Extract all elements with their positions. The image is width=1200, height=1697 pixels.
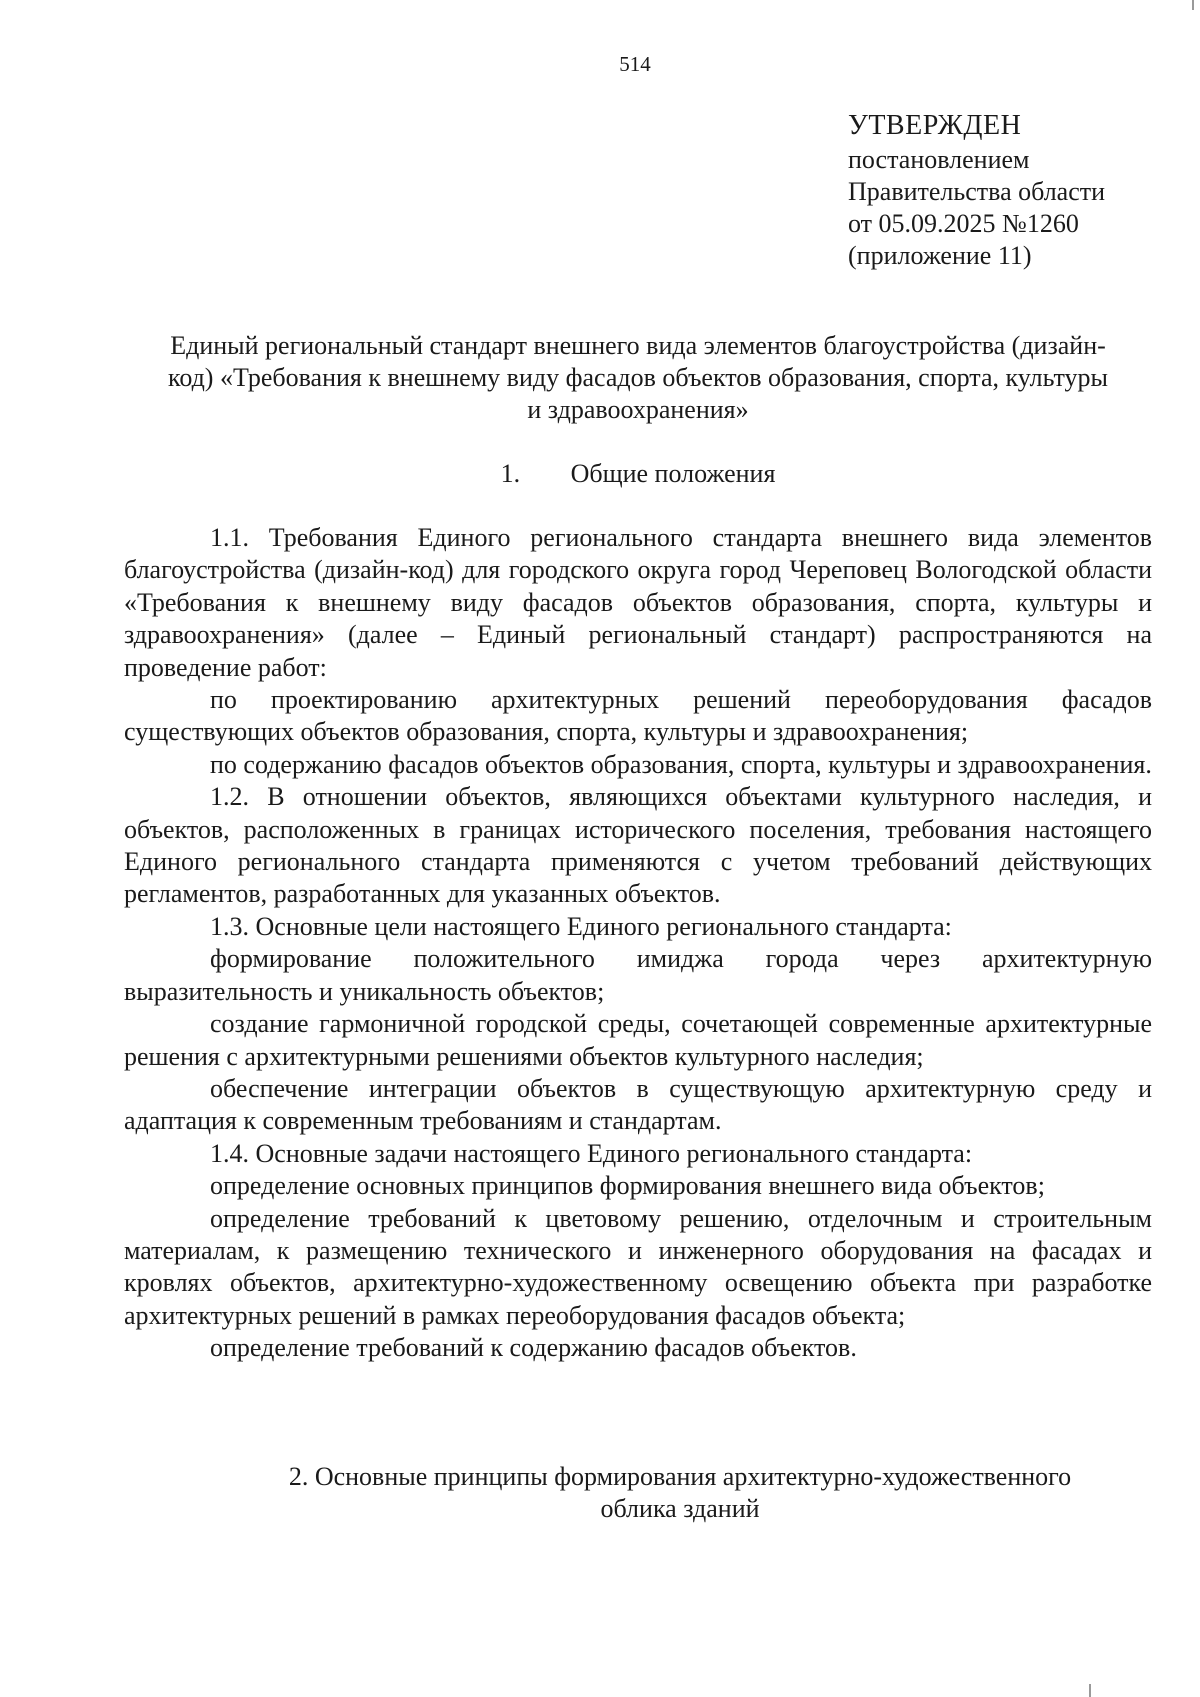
scan-artifact bbox=[1089, 1684, 1091, 1697]
paragraph: 1.4. Основные задачи настоящего Единого регионального стандарта: bbox=[210, 1138, 973, 1168]
paragraph: определение требований к содержанию фасадов объектов. bbox=[210, 1333, 857, 1363]
document-title bbox=[124, 330, 1152, 426]
paragraph: обеспечение интеграции объектов в существующую архитектурную среду и адаптация к современным требованиям и стандартам. bbox=[124, 1073, 1152, 1136]
paragraph: определение основных принципов формирования внешнего вида объектов; bbox=[210, 1171, 1045, 1201]
paragraph: по содержанию фасадов объектов образования, спорта, культуры и здравоохранения. bbox=[210, 749, 1152, 779]
paragraph: создание гармоничной городской среды, сочетающей современные архитектурные решения с архитектурными решениями объектов культурного наследия; bbox=[124, 1009, 1152, 1071]
paragraph: формирование положительного имиджа города через архитектурную выразительность и уникальность объектов; bbox=[124, 944, 1152, 1006]
approval-stamp-block bbox=[848, 108, 1105, 272]
approval-line: постановлением bbox=[848, 145, 1030, 174]
section-2-heading bbox=[230, 1461, 1130, 1525]
section-title-line: облика зданий bbox=[600, 1494, 760, 1523]
title-line: и здравоохранения» bbox=[527, 395, 749, 424]
approval-line: (приложение 11) bbox=[848, 241, 1032, 270]
section-number: 1. bbox=[500, 459, 521, 488]
section-1-body bbox=[124, 522, 1152, 1365]
paragraph: 1.1. Требования Единого регионального стандарта внешнего вида элементов благоустройства (дизайн-код) для городского округа город Череповец Вологодской области «Требования к внешнему виду фасадов объектов образования, спорта, культуры и здравоохранения» (далее – Единый региональный стандарт) распространяются на проведение работ: bbox=[124, 523, 1152, 682]
section-1-heading bbox=[124, 458, 1152, 490]
title-line: код) «Требования к внешнему виду фасадов объектов образования, спорта, культуры bbox=[168, 363, 1108, 392]
paragraph: 1.2. В отношении объектов, являющихся объектами культурного наследия, и объектов, расположенных в границах исторического поселения, требования настоящего Единого регионального стандарта применяются с учетом требований действующих регламентов, разработанных для указанных объектов. bbox=[124, 782, 1152, 909]
approval-line: от 05.09.2025 №1260 bbox=[848, 209, 1079, 238]
paragraph: определение требований к цветовому решению, отделочным и строительным материалам, к размещению технического и инженерного оборудования на фасадах и кровлях объектов, архитектурно-художественному освещению объекта при разработке архитектурных решений в рамках переоборудования фасадов объекта; bbox=[124, 1203, 1152, 1330]
title-line: Единый региональный стандарт внешнего вида элементов благоустройства (дизайн- bbox=[170, 331, 1106, 360]
paragraph: по проектированию архитектурных решений переоборудования фасадов существующих объектов образования, спорта, культуры и здравоохранения; bbox=[124, 685, 1152, 747]
page-number: 514 bbox=[619, 52, 651, 76]
scan-artifact bbox=[1192, 0, 1194, 10]
section-title-line: 2. Основные принципы формирования архитектурно-художественного bbox=[288, 1462, 1072, 1491]
approval-heading: УТВЕРЖДЕН bbox=[848, 110, 1022, 141]
section-title: Общие положения bbox=[570, 459, 776, 488]
approval-line: Правительства области bbox=[848, 177, 1106, 206]
paragraph: 1.3. Основные цели настоящего Единого регионального стандарта: bbox=[210, 911, 952, 941]
